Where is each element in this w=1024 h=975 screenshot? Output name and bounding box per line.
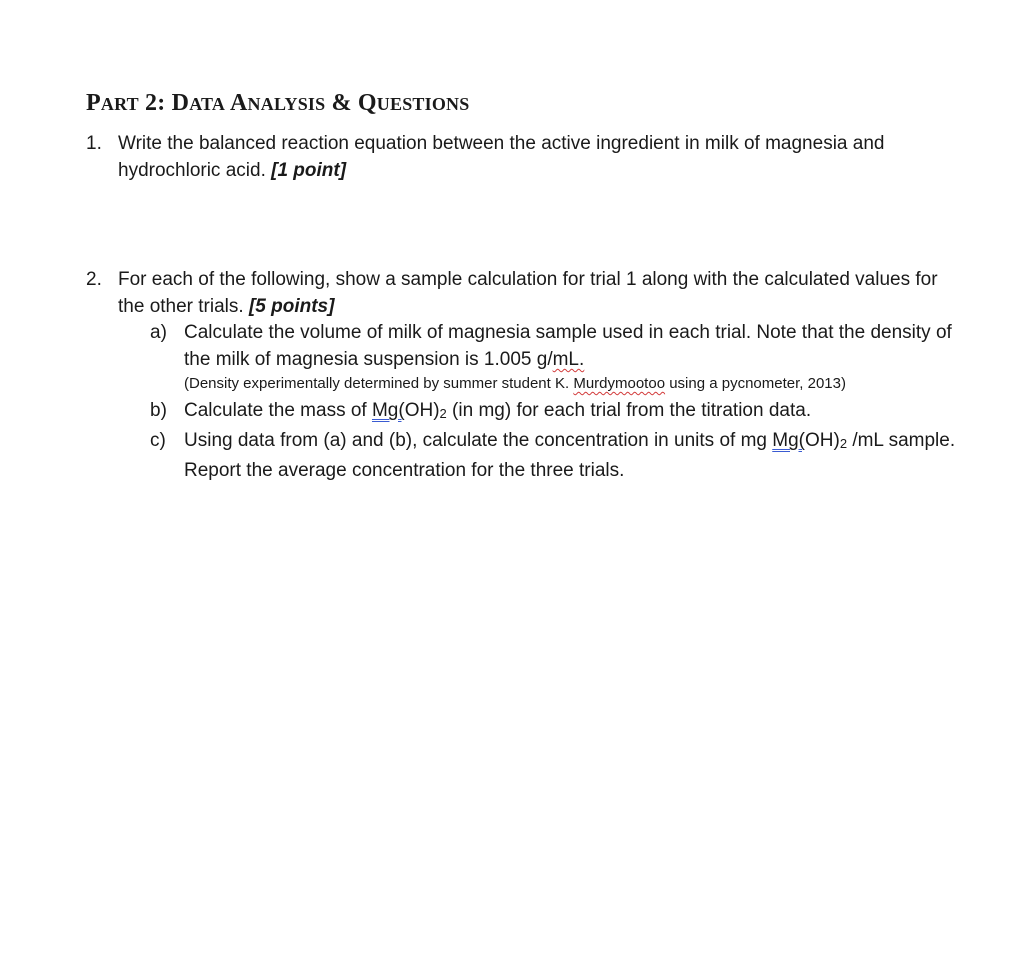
- subpart-b: b) Calculate the mass of $Mg(OH)_2$ (in mg) for each trial from the titration data.: [150, 397, 980, 427]
- subpart-c-label: c): [150, 430, 166, 451]
- question-2: [86, 266, 946, 320]
- section-heading: PART 2: DATA ANALYSIS & QUESTIONS: [86, 90, 470, 116]
- subpart-c: c) Using data from (a) and (b), calculate the concentration in units of mg $Mg(OH)_2$ /mL sample. Report the average concentration for the three trials.: [150, 427, 980, 484]
- density-note: (Density experimentally determined by summer student K. Murdymootoo using a pycnometer, 2013): [184, 375, 846, 392]
- student-name: Murdymootoo: [573, 375, 666, 392]
- question-1-number: 1.: [86, 133, 102, 154]
- subpart-a-text: Calculate the volume of milk of magnesia sample used in each trial. Note that the density of the milk of magnesia suspension is 1.005 g/: [184, 322, 952, 370]
- formula-mg: Mg(: [772, 430, 805, 451]
- subpart-a: [150, 319, 980, 373]
- density-unit: mL.: [552, 349, 585, 370]
- formula-mg: Mg(: [371, 400, 405, 421]
- question-2-points: [5 points]: [248, 296, 335, 317]
- question-1: [86, 130, 946, 184]
- question-1-points: [1 point]: [271, 160, 347, 181]
- question-2-number: 2.: [86, 269, 102, 290]
- question-2-text: For each of the following, show a sample calculation for trial 1 along with the calculated values for the other trials.: [118, 269, 938, 317]
- question-2-subparts: [150, 319, 980, 484]
- question-1-text: Write the balanced reaction equation between the active ingredient in milk of magnesia and hydrochloric acid.: [118, 133, 885, 181]
- subpart-b-label: b): [150, 400, 167, 421]
- subpart-a-label: a): [150, 322, 167, 343]
